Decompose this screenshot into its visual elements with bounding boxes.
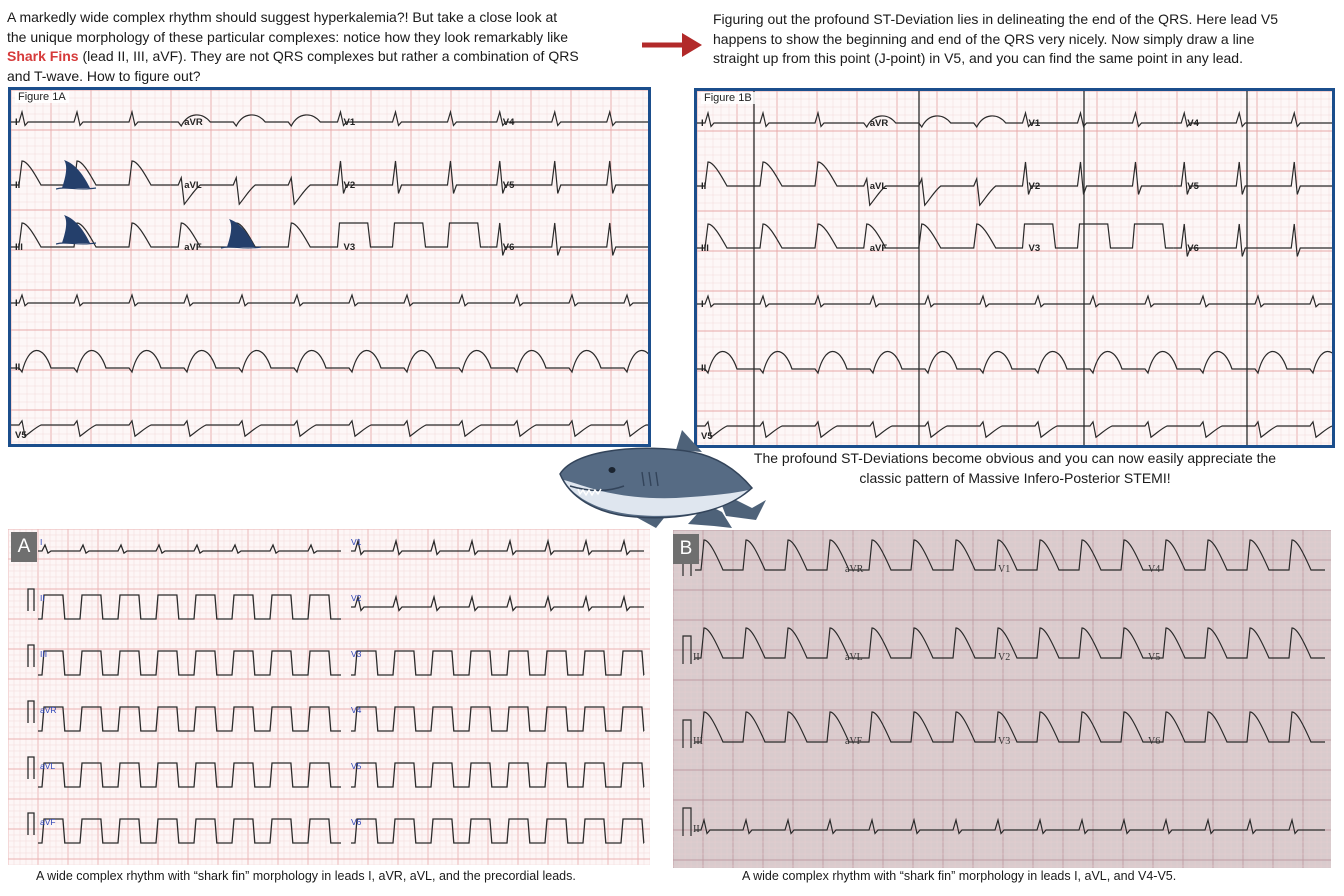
lead-label: II [701,181,707,192]
lead-label: V5 [1187,181,1199,192]
shark-fin-icon [56,158,98,194]
lead-label: aVF [184,242,202,253]
lead-label: V1 [351,537,362,547]
lead-label: aVR [845,564,864,575]
lead-label: aVL [184,180,202,191]
lead-label: aVR [184,117,203,128]
explanation-line-3: straight up from this point (J-point) in V5, and you can find the same point in any lead. [713,50,1243,66]
lead-label: II [693,652,700,663]
lead-label: V2 [343,180,356,191]
figure-1a-trace [11,90,648,444]
figure-1b-ecg [694,88,1335,448]
lead-label: V1 [343,117,356,128]
lead-label: aVR [40,705,57,715]
lead-label: III [15,242,23,253]
lead-label: II [701,363,707,374]
panel-a-letter: A [11,532,37,562]
intro-line-2: the unique morphology of these particular complexes: notice how they look remarkably like [7,28,569,45]
lead-label: I [40,537,43,547]
figure-1b-caption [694,448,1336,488]
explanation-line-1: Figuring out the profound ST-Deviation lies in delineating the end of the QRS. Here lead V5 [713,11,1279,27]
lead-label: V5 [701,431,713,442]
explanation-paragraph [713,10,1343,69]
lead-label: aVF [869,243,888,254]
lead-label: aVF [40,817,56,827]
lead-label: V6 [1187,243,1199,254]
lead-label: V1 [998,564,1011,575]
lead-label: V4 [351,705,362,715]
lead-label: V4 [502,117,515,128]
lead-label: III [40,649,48,659]
panel-b-ecg [673,530,1331,868]
lead-label: V3 [998,736,1011,747]
explanation-line-2: happens to show the beginning and end of the QRS very nicely. Now simply draw a line [713,30,1255,47]
lead-label: V4 [1187,118,1199,129]
lead-label: I [701,299,704,310]
lead-label: V6 [1148,736,1161,747]
panel-b-caption: A wide complex rhythm with “shark fin” morphology in leads I, aVL, and V4-V5. [742,869,1177,883]
lead-label: II [693,824,700,835]
shark-fins-highlight: Shark Fins [7,48,79,64]
lead-label: V5 [1148,652,1161,663]
figure-1a-label: Figure 1A [15,91,69,103]
shark-icon [556,428,770,532]
lead-label: III [693,736,703,747]
lead-label: V5 [351,761,362,771]
lead-label: V2 [351,593,362,603]
panel-b-trace [673,530,1331,868]
lead-label: I [15,298,18,309]
intro-line-3-rest: (lead II, III, aVF). They are not QRS complexes but rather a combination of QRS [78,48,579,64]
figure-1b-caption-line-2: classic pattern of Massive Infero-Posterior STEMI! [859,470,1171,486]
figure-1b-trace [697,91,1332,445]
intro-line-4: and T-wave. How to figure out? [7,67,201,84]
panel-a-trace [8,529,650,865]
lead-label: V5 [502,180,515,191]
lead-label: V2 [998,652,1011,663]
intro-line-3 [7,47,647,67]
lead-label: V3 [343,242,356,253]
lead-label: V6 [351,817,362,827]
figure-1b-label: Figure 1B [701,92,755,104]
lead-label: V2 [1028,181,1041,192]
lead-label: I [701,118,704,129]
figure-1a-ecg [8,87,651,447]
lead-label: I [15,117,18,128]
intro-line-1: A markedly wide complex rhythm should suggest hyperkalemia?! But take a close look at [7,9,558,25]
intro-paragraph [7,8,647,86]
shark-fin-icon [56,213,98,249]
lead-label: aVR [869,118,889,129]
lead-label: aVF [845,736,863,747]
lead-label: V6 [502,242,515,253]
lead-label: II [15,180,21,191]
lead-label: II [15,362,21,373]
panel-a-ecg [8,529,650,865]
lead-label: V4 [1148,564,1161,575]
lead-label: aVL [845,652,863,663]
lead-label: V1 [1028,118,1041,129]
lead-label: V3 [1028,243,1041,254]
lead-label: aVL [869,181,888,192]
panel-a-caption: A wide complex rhythm with “shark fin” morphology in leads I, aVR, aVL, and the precordial leads. [36,869,576,883]
figure-1b-caption-line-1: The profound ST-Deviations become obvious and you can now easily appreciate the [753,450,1277,466]
lead-label: aVL [40,761,56,771]
lead-label: III [701,243,709,254]
lead-label: V3 [351,649,362,659]
arrow-right-icon [640,30,704,60]
lead-label: II [40,593,45,603]
shark-fin-icon [221,217,263,253]
panel-b-letter: B [673,534,699,564]
lead-label: V5 [15,430,27,441]
